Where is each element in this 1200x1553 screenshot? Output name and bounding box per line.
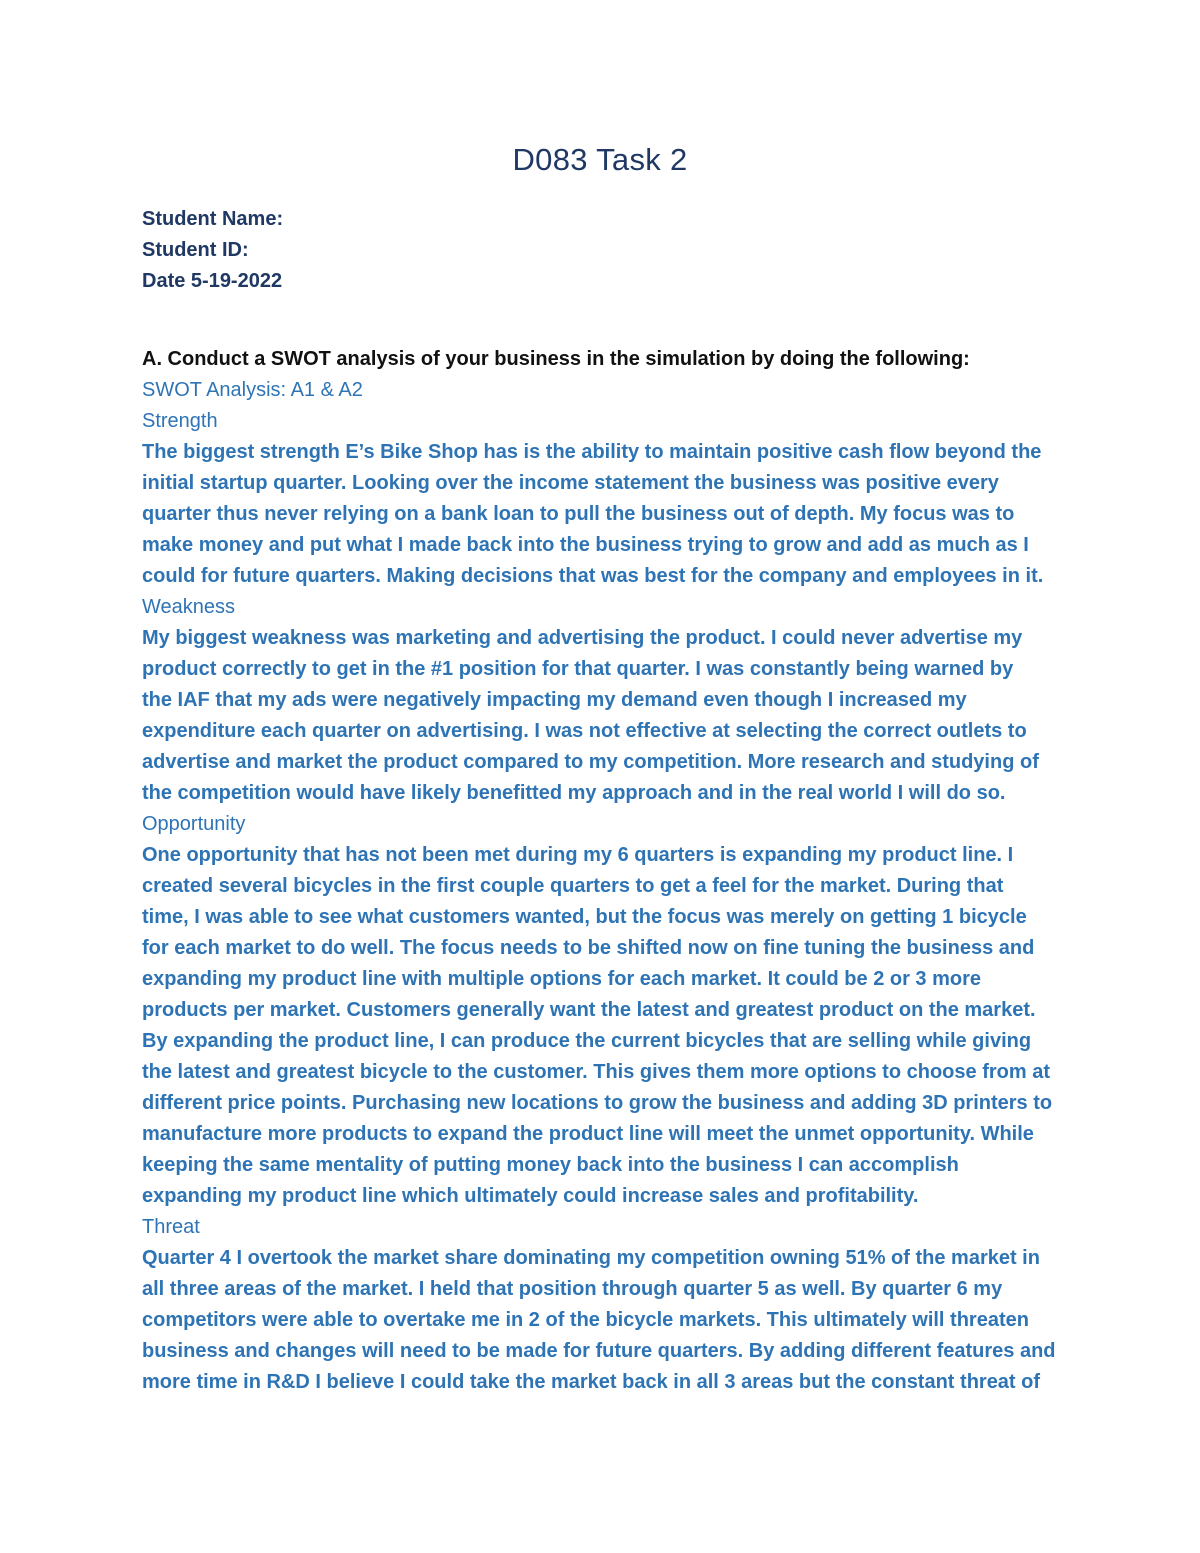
- opportunity-paragraph: [142, 840, 1064, 1212]
- student-id-label: Student ID:: [142, 239, 249, 261]
- strength-line: quarter thus never relying on a bank loan to pull the business out of depth. My focus was to: [142, 503, 1015, 525]
- threat-line: competitors were able to overtake me in 2 of the bicycle markets. This ultimately will threaten: [142, 1309, 1029, 1331]
- threat-heading: Threat: [142, 1216, 200, 1238]
- weakness-heading: Weakness: [142, 596, 236, 618]
- opportunity-heading: Opportunity: [142, 813, 246, 835]
- weakness-line: the competition would have likely benefitted my approach and in the real world I will do so.: [142, 782, 1006, 804]
- opportunity-line: different price points. Purchasing new locations to grow the business and adding 3D printers to: [142, 1092, 1053, 1114]
- weakness-line: My biggest weakness was marketing and advertising the product. I could never advertise my: [142, 627, 1023, 649]
- threat-line: business and changes will need to be made for future quarters. By adding different features and: [142, 1340, 1056, 1362]
- strength-line: The biggest strength E’s Bike Shop has is the ability to maintain positive cash flow beyond the: [142, 441, 1042, 463]
- opportunity-line: time, I was able to see what customers wanted, but the focus was merely on getting 1 bicycle: [142, 906, 1027, 928]
- threat-line: all three areas of the market. I held that position through quarter 5 as well. By quarter 6 my: [142, 1278, 1003, 1300]
- strength-line: could for future quarters. Making decisions that was best for the company and employees in it.: [142, 565, 1044, 587]
- date-line: Date 5-19-2022: [142, 270, 283, 292]
- opportunity-line: products per market. Customers generally want the latest and greatest product on the market.: [142, 999, 1036, 1021]
- threat-paragraph: [142, 1243, 1064, 1398]
- threat-line: more time in R&D I believe I could take the market back in all 3 areas but the constant threat of: [142, 1371, 1041, 1393]
- opportunity-line: expanding my product line which ultimately could increase sales and profitability.: [142, 1185, 919, 1207]
- opportunity-line: keeping the same mentality of putting money back into the business I can accomplish: [142, 1154, 959, 1176]
- opportunity-line: expanding my product line with multiple options for each market. It could be 2 or 3 more: [142, 968, 982, 990]
- document-body: [142, 344, 1064, 1398]
- student-info-block: [142, 204, 1062, 297]
- strength-line: make money and put what I made back into the business trying to grow and add as much as I: [142, 534, 1029, 556]
- weakness-paragraph: [142, 623, 1064, 809]
- opportunity-line: By expanding the product line, I can produce the current bicycles that are selling while giving: [142, 1030, 1032, 1052]
- weakness-line: product correctly to get in the #1 position for that quarter. I was constantly being warned by: [142, 658, 1014, 680]
- student-name-label: Student Name:: [142, 208, 284, 230]
- strength-heading: Strength: [142, 410, 218, 432]
- question-a: A. Conduct a SWOT analysis of your business in the simulation by doing the following:: [142, 348, 970, 370]
- weakness-line: expenditure each quarter on advertising. I was not effective at selecting the correct outlets to: [142, 720, 1027, 742]
- opportunity-line: for each market to do well. The focus needs to be shifted now on fine tuning the business and: [142, 937, 1035, 959]
- weakness-line: the IAF that my ads were negatively impacting my demand even though I increased my: [142, 689, 967, 711]
- weakness-line: advertise and market the product compared to my competition. More research and studying of: [142, 751, 1039, 773]
- opportunity-line: manufacture more products to expand the product line will meet the unmet opportunity. While: [142, 1123, 1034, 1145]
- opportunity-line: created several bicycles in the first couple quarters to get a feel for the market. During that: [142, 875, 1004, 897]
- document-title: D083 Task 2: [512, 142, 688, 177]
- threat-line: Quarter 4 I overtook the market share dominating my competition owning 51% of the market in: [142, 1247, 1040, 1269]
- swot-subhead: SWOT Analysis: A1 & A2: [142, 379, 363, 401]
- strength-line: initial startup quarter. Looking over the income statement the business was positive every: [142, 472, 999, 494]
- opportunity-line: One opportunity that has not been met during my 6 quarters is expanding my product line. I: [142, 844, 1014, 866]
- opportunity-line: the latest and greatest bicycle to the customer. This gives them more options to choose from at: [142, 1061, 1050, 1083]
- strength-paragraph: [142, 437, 1064, 592]
